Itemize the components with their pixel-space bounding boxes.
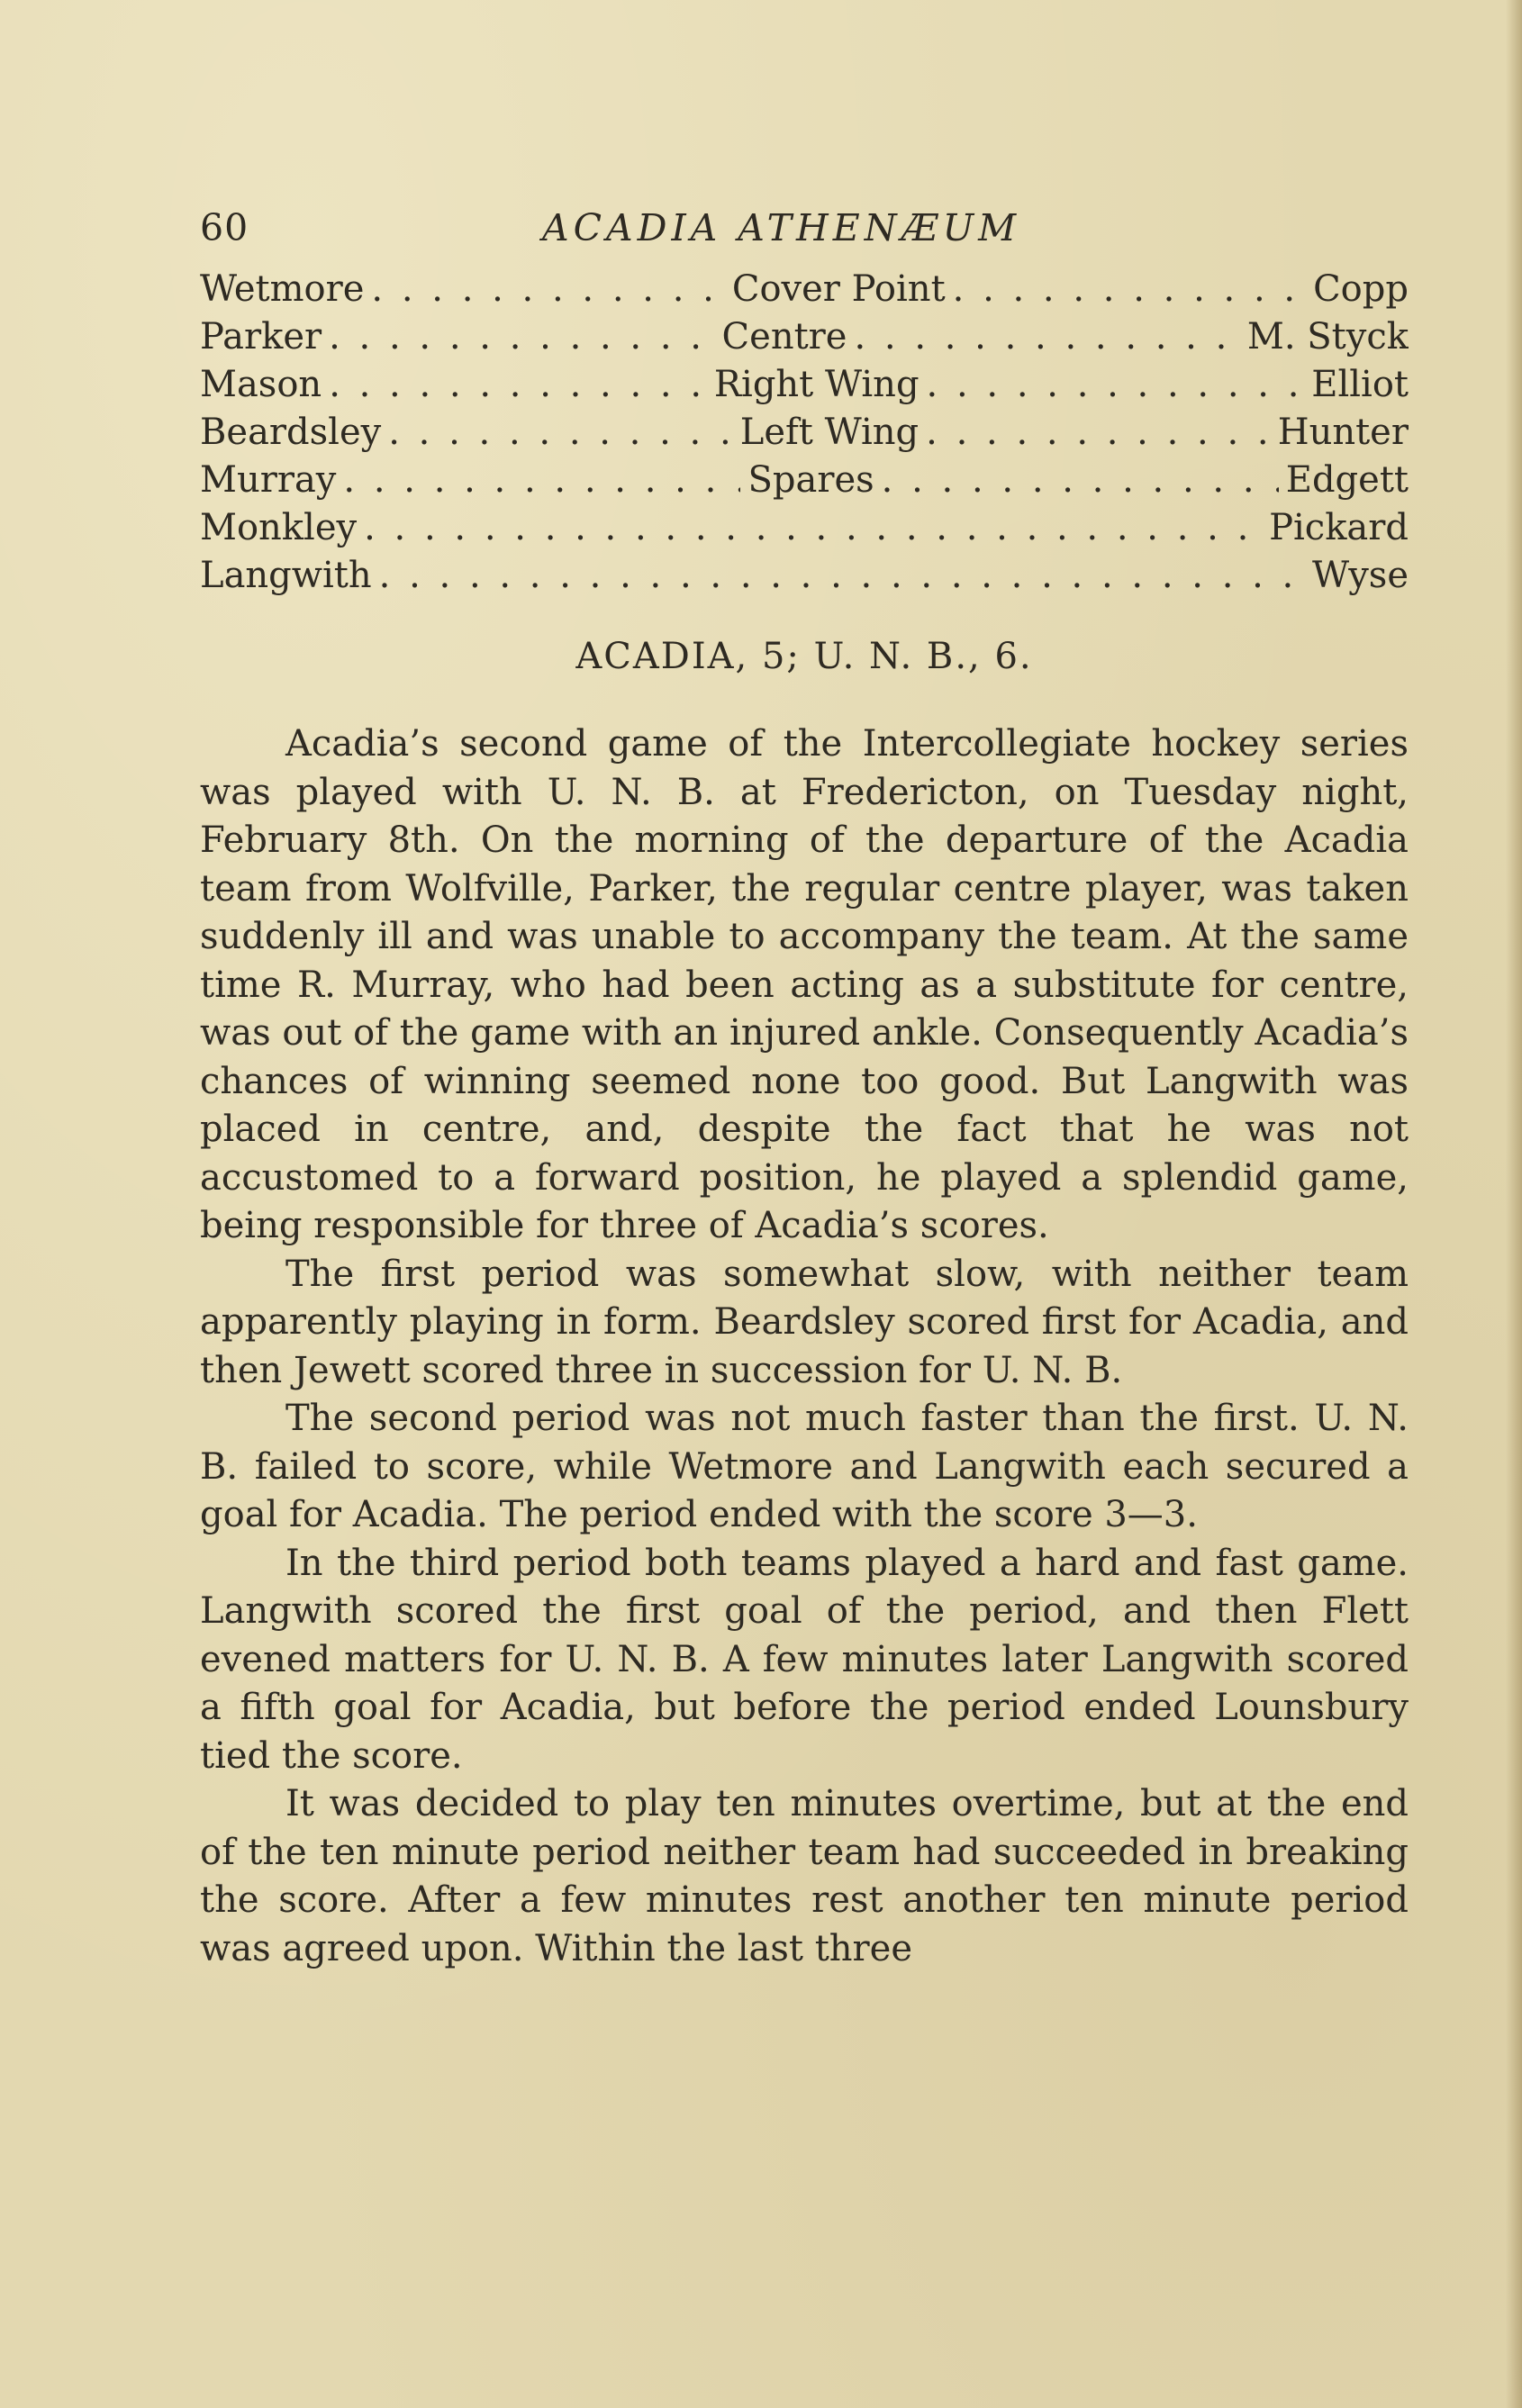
opponent-name: M. Styck [1246,316,1409,358]
player-name: Murray [200,459,337,501]
opponent-name: Elliot [1311,364,1409,405]
page-header [200,203,1409,266]
player-name: Monkley [200,507,358,548]
player-position: Left Wing [739,412,920,453]
player-position: Spares [747,459,874,501]
running-title: ACADIA ATHENÆUM [542,206,1021,249]
paragraph: The first period was somewhat slow, with neither team apparently playing in form. Beardsley scored first for Acadia, and then Jewett scored three in succession for U. N. B. [200,1253,1409,1391]
player-position: Right Wing [713,364,920,405]
opponent-name: Wyse [1311,555,1409,596]
player-name: Parker [200,316,322,358]
lineup-row [200,552,1409,600]
opponent-name: Hunter [1277,412,1409,453]
paragraph: The second period was not much faster than the first. U. N. B. failed to score, while Wetmore and Langwith each secured a goal for Acadia. The period ended with the score 3—3. [200,1398,1409,1535]
page-number: 60 [200,206,249,249]
opponent-name: Copp [1313,268,1409,310]
lineup-row [200,313,1409,361]
lineup-row [200,266,1409,313]
lineup-row [200,409,1409,457]
player-position: Cover Point [731,268,946,310]
opponent-name: Pickard [1269,507,1409,548]
paragraph: In the third period both teams played a hard and fast game. Langwith scored the first goal of the period, and then Flett evened matters for U. N. B. A few minutes later Langwith scored a fifth goal for Acadia, but before the period ended Lounsbury tied the score. [200,1542,1409,1777]
player-name: Wetmore [200,268,365,310]
player-position: Centre [721,316,847,358]
lineup-row [200,457,1409,504]
document-page [200,203,1409,1973]
lineup-table [200,266,1409,600]
paragraph: It was decided to play ten minutes overtime, but at the end of the ten minute period neither team had succeeded in breaking the score. After a few minutes rest another ten minute period was agreed upon. Within the last three [200,1783,1409,1969]
lineup-row [200,361,1409,409]
player-name: Mason [200,364,322,405]
player-name: Langwith [200,555,372,596]
player-name: Beardsley [200,412,382,453]
article-body [200,720,1409,1973]
paragraph: Acadia’s second game of the Intercollegiate hockey series was played with U. N. B. at Fredericton, on Tuesday night, February 8th. On the morning of the departure of the Acadia team from Wolfville, Parker, the regular centre player, was taken suddenly ill and was unable to accompany the team. At the same time R. Murray, who had been acting as a substitute for centre, was out of the game with an injured ankle. Consequently Acadia’s chances of winning seemed none too good. But Langwith was placed in centre, and, despite the fact that he was not accustomed to a forward position, he played a splendid game, being responsible for three of Acadia’s scores. [200,723,1409,1246]
page-edge-shadow [1506,0,1522,2408]
score-heading: ACADIA, 5; U. N. B., 6. [575,636,1033,677]
lineup-row [200,504,1409,552]
opponent-name: Edgett [1285,459,1409,501]
